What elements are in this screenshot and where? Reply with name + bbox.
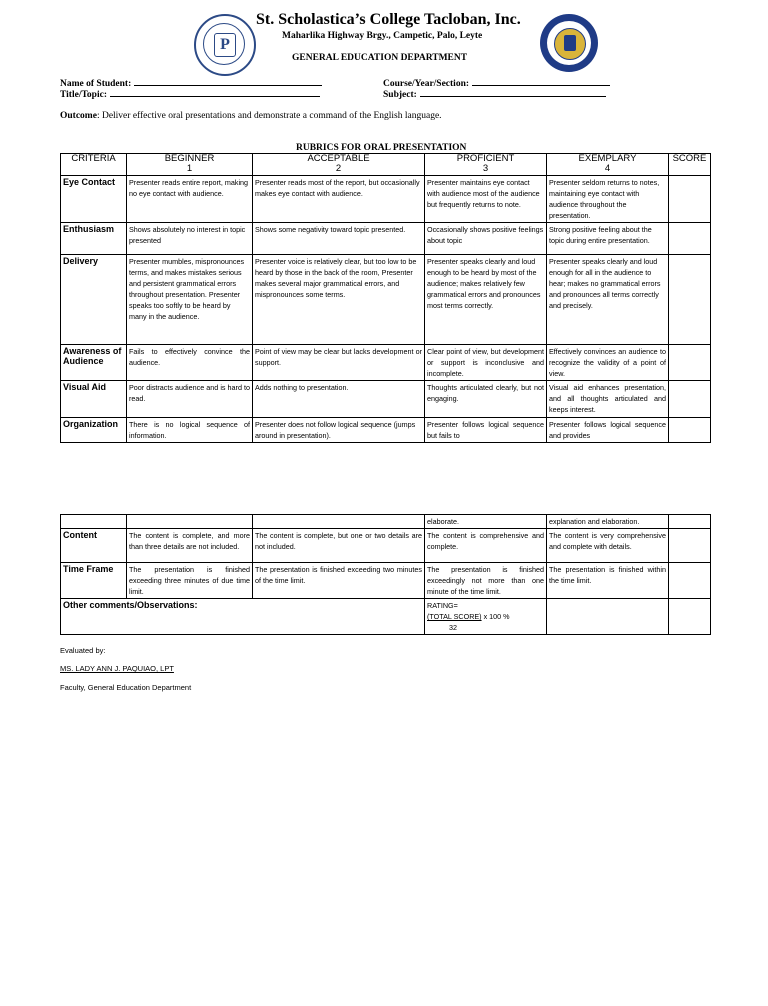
- exemplary-cell: Presenter follows logical sequence and provides: [547, 418, 669, 443]
- beginner-cell: Shows absolutely no interest in topic presented: [127, 223, 253, 255]
- beginner-cell: Presenter reads entire report, making no eye contact with audience.: [127, 176, 253, 223]
- score-cell[interactable]: [669, 176, 711, 223]
- criteria-visual-aid: Visual Aid: [61, 381, 127, 418]
- score-cell[interactable]: [669, 255, 711, 345]
- empty-cell: [127, 515, 253, 529]
- school-address: Maharlika Highway Brgy., Campetic, Palo, Leyte: [282, 31, 483, 41]
- name-of-student-line[interactable]: [134, 76, 322, 86]
- proficient-cell: The content is comprehensive and complete.: [425, 529, 547, 563]
- acceptable-cell: Shows some negativity toward topic presented.: [253, 223, 425, 255]
- outcome-label: Outcome: [60, 111, 97, 121]
- exemplary-cell: explanation and elaboration.: [547, 515, 669, 529]
- general-education-department-seal-icon: [540, 14, 598, 72]
- beginner-cell: There is no logical sequence of information.: [127, 418, 253, 443]
- acceptable-cell: Presenter voice is relatively clear, but too low to be heard by those in the back of the room, Presenter makes several major grammatical errors, and mispronounces some terms.: [253, 255, 425, 345]
- subject-label: Subject:: [383, 90, 417, 100]
- empty-cell: [61, 515, 127, 529]
- beginner-cell: The presentation is finished exceeding three minutes of due time limit.: [127, 563, 253, 599]
- rubric-header-row: [61, 154, 711, 176]
- total-score-label: (TOTAL SCORE): [427, 612, 482, 621]
- table-row: [61, 176, 711, 223]
- score-cell[interactable]: [669, 381, 711, 418]
- proficient-cell: elaborate.: [425, 515, 547, 529]
- course-year-section-line[interactable]: [472, 76, 610, 86]
- score-cell[interactable]: [669, 223, 711, 255]
- acceptable-cell: Presenter does not follow logical sequence (jumps around in presentation).: [253, 418, 425, 443]
- exemplary-cell: Visual aid enhances presentation, and all thoughts articulated and keeps interest.: [547, 381, 669, 418]
- proficient-cell: The presentation is finished exceedingly not more than one minute of the time limit.: [425, 563, 547, 599]
- outcome-statement: [60, 111, 442, 121]
- rating-formula: x 100 %: [481, 612, 510, 621]
- score-cell[interactable]: [669, 418, 711, 443]
- beginner-cell: The content is complete, and more than three details are not included.: [127, 529, 253, 563]
- rating-value-cell[interactable]: [547, 599, 669, 635]
- rubric-table-continued: [60, 514, 711, 635]
- subject-field[interactable]: [383, 87, 606, 100]
- proficient-cell: Thoughts articulated clearly, but not engaging.: [425, 381, 547, 418]
- score-cell[interactable]: [669, 599, 711, 635]
- criteria-enthusiasm: Enthusiasm: [61, 223, 127, 255]
- rubric-table: [60, 153, 711, 443]
- score-cell[interactable]: [669, 515, 711, 529]
- acceptable-cell: The content is complete, but one or two details are not included.: [253, 529, 425, 563]
- table-row: [61, 223, 711, 255]
- evaluator-name: MS. LADY ANN J. PAQUIAO, LPT: [60, 664, 174, 673]
- criteria-eye-contact: Eye Contact: [61, 176, 127, 223]
- criteria-header: CRITERIA: [61, 154, 127, 176]
- table-row: [61, 529, 711, 563]
- beginner-header: BEGINNER 1: [127, 154, 253, 176]
- rating-label: RATING=: [427, 601, 458, 610]
- title-topic-line[interactable]: [110, 87, 320, 97]
- empty-cell: [253, 515, 425, 529]
- acceptable-cell: Point of view may be clear but lacks development or support.: [253, 345, 425, 381]
- outcome-text: : Deliver effective oral presentations and demonstrate a command of the English language.: [96, 111, 442, 121]
- table-row: [61, 345, 711, 381]
- table-row: [61, 563, 711, 599]
- table-row: [61, 515, 711, 529]
- proficient-cell: Occasionally shows positive feelings about topic: [425, 223, 547, 255]
- title-topic-label: Title/Topic:: [60, 90, 107, 100]
- beginner-cell: Fails to effectively convince the audience.: [127, 345, 253, 381]
- criteria-content: Content: [61, 529, 127, 563]
- ssc-seal-icon: [194, 14, 256, 76]
- exemplary-header: EXEMPLARY 4: [547, 154, 669, 176]
- proficient-cell: Presenter speaks clearly and loud enough to be heard by most of the audience; makes relatively few grammatical errors and pronounces most terms correctly.: [425, 255, 547, 345]
- acceptable-cell: Presenter reads most of the report, but occasionally makes eye contact with audience.: [253, 176, 425, 223]
- table-row: [61, 381, 711, 418]
- table-row: [61, 255, 711, 345]
- evaluated-by-label: Evaluated by:: [60, 646, 106, 655]
- acceptable-cell: The presentation is finished exceeding two minutes of the time limit.: [253, 563, 425, 599]
- other-comments-field[interactable]: [61, 599, 425, 635]
- comments-row: [61, 599, 711, 635]
- proficient-cell: Presenter follows logical sequence but fails to: [425, 418, 547, 443]
- score-header: SCORE: [669, 154, 711, 176]
- proficient-cell: Presenter maintains eye contact with audience most of the audience but frequently returns to note.: [425, 176, 547, 223]
- school-name: St. Scholastica’s College Tacloban, Inc.: [256, 11, 521, 28]
- score-cell[interactable]: [669, 529, 711, 563]
- beginner-cell: Presenter mumbles, mispronounces terms, and makes mistakes serious and persistent grammatical errors throughout presentation. Presenter speaks too softly to be heard by many in the audience.: [127, 255, 253, 345]
- table-row: [61, 418, 711, 443]
- course-year-section-label: Course/Year/Section:: [383, 79, 470, 89]
- exemplary-cell: The presentation is finished within the time limit.: [547, 563, 669, 599]
- seal-monogram: P: [214, 33, 236, 57]
- criteria-time-frame: Time Frame: [61, 563, 127, 599]
- proficient-cell: Clear point of view, but development or support is inconclusive and incomplete.: [425, 345, 547, 381]
- rating-cell: [425, 599, 547, 635]
- criteria-delivery: Delivery: [61, 255, 127, 345]
- exemplary-cell: The content is very comprehensive and complete with details.: [547, 529, 669, 563]
- score-cell[interactable]: [669, 345, 711, 381]
- title-topic-field[interactable]: [60, 87, 320, 100]
- exemplary-cell: Effectively convinces an audience to recognize the validity of a point of view.: [547, 345, 669, 381]
- exemplary-cell: Strong positive feeling about the topic during entire presentation.: [547, 223, 669, 255]
- exemplary-cell: Presenter seldom returns to notes, maintaining eye contact with audience throughout the presentation.: [547, 176, 669, 223]
- evaluator-position: Faculty, General Education Department: [60, 683, 192, 692]
- seal-emblem: [554, 28, 586, 60]
- beginner-cell: Poor distracts audience and is hard to read.: [127, 381, 253, 418]
- score-cell[interactable]: [669, 563, 711, 599]
- department-name: GENERAL EDUCATION DEPARTMENT: [292, 53, 468, 63]
- criteria-awareness-of-audience: Awareness of Audience: [61, 345, 127, 381]
- rating-divisor: 32: [449, 623, 457, 632]
- other-comments-label: Other comments/Observations:: [63, 600, 198, 610]
- acceptable-cell: Adds nothing to presentation.: [253, 381, 425, 418]
- acceptable-header: ACCEPTABLE 2: [253, 154, 425, 176]
- name-of-student-label: Name of Student:: [60, 79, 132, 89]
- exemplary-cell: Presenter speaks clearly and loud enough for all in the audience to hear; makes no grammatical errors and pronounces all terms correctly and precisely.: [547, 255, 669, 345]
- subject-line[interactable]: [420, 87, 606, 97]
- criteria-organization: Organization: [61, 418, 127, 443]
- rubric-title: RUBRICS FOR ORAL PRESENTATION: [296, 143, 467, 153]
- proficient-header: PROFICIENT 3: [425, 154, 547, 176]
